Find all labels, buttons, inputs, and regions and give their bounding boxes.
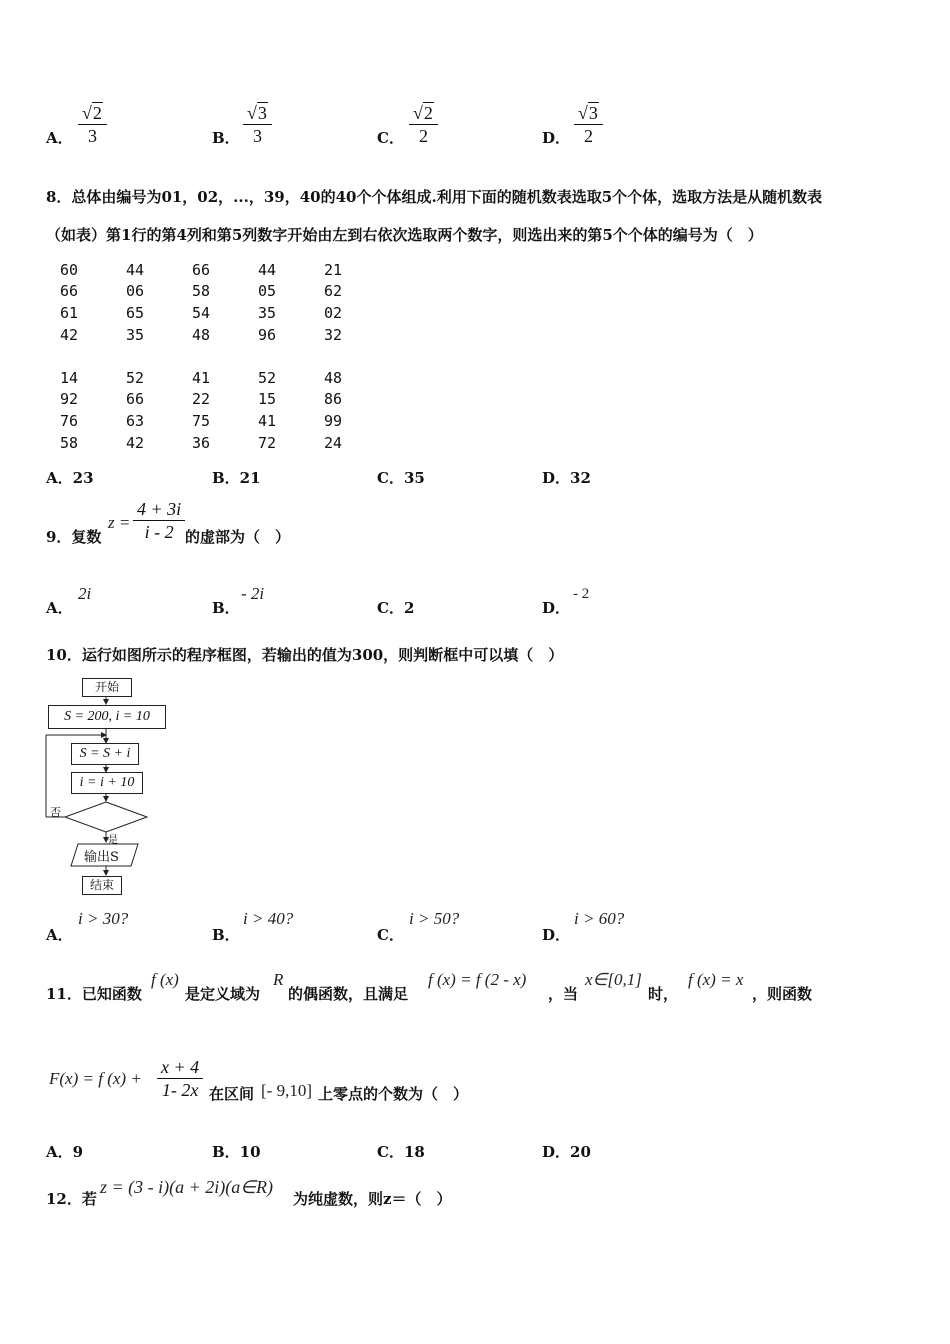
table-row: 58 42 36 72 24 — [60, 433, 343, 452]
q10-option-a: A． — [46, 926, 73, 944]
q9-prefix: 9．复数 — [46, 528, 102, 546]
q7-option-c-frac: $\frac{√2}{2}$ — [409, 102, 438, 147]
q11-t3: 的偶函数，且满足 — [288, 985, 409, 1003]
q11-t4: ，当 — [548, 985, 579, 1003]
table-row: 60 44 66 44 21 — [60, 260, 343, 279]
q10-option-d: D． — [542, 926, 571, 944]
random-number-table-bottom — [46, 367, 376, 453]
q10-option-b: B． — [212, 926, 240, 944]
q7-option-d-frac: $\frac{√3}{2}$ — [574, 102, 603, 147]
q7-option-a-frac: $\frac{√2}{3}$ — [78, 102, 107, 147]
q11-option-c: C．18 — [377, 1143, 425, 1161]
q10-option-c-value: i > 50? — [409, 909, 460, 928]
flowchart-yes-label: 是 — [108, 835, 118, 846]
q11-R: R — [273, 970, 284, 989]
flowchart-output: 输出S — [84, 850, 119, 865]
q12-t1: 12．若 — [46, 1190, 97, 1208]
q9-option-a: A． — [46, 599, 73, 617]
q11-t5: 时， — [648, 985, 679, 1003]
q10-option-a-value: i > 30? — [78, 909, 129, 928]
q11-option-a: A．9 — [46, 1143, 84, 1161]
flowchart-init: S = 200, i = 10 — [48, 705, 166, 729]
q11-t7: 在区间 — [209, 1085, 255, 1103]
q11-interval: x∈[0,1] — [585, 970, 642, 989]
q11-option-d: D．20 — [542, 1143, 591, 1161]
table-row: 92 66 22 15 86 — [60, 390, 343, 409]
q7-option-b: B． — [212, 129, 240, 147]
q11-t2: 是定义域为 — [185, 985, 261, 1003]
q11-fx: f (x) — [151, 970, 179, 989]
q9-option-d-value: - 2 — [573, 586, 590, 602]
q7-option-a: A． — [46, 129, 73, 147]
table-row: 61 65 54 35 02 — [60, 303, 343, 322]
q10-text: 10．运行如图所示的程序框图，若输出的值为300，则判断框中可以填（ ） — [46, 646, 564, 664]
q8-option-a: A．23 — [46, 469, 94, 487]
q9-option-c: C．2 — [377, 599, 415, 617]
flowchart-no-label: 否 — [50, 806, 61, 819]
q11-option-b: B．10 — [212, 1143, 261, 1161]
q9-suffix: 的虚部为（ ） — [185, 528, 291, 546]
q11-F-fraction: $\frac{x + 4}{1- 2x}$ — [157, 1056, 203, 1101]
flowchart-step-sum: S = S + i — [71, 743, 139, 765]
table-row: 66 06 58 05 62 — [60, 282, 343, 301]
q7-option-b-frac: $\frac{√3}{3}$ — [243, 102, 272, 147]
q8-option-d: D．32 — [542, 469, 591, 487]
table-row: 42 35 48 96 32 — [60, 325, 343, 344]
q11-symmetry: f (x) = f (2 - x) — [428, 970, 527, 989]
q9-z-eq: z = — [108, 513, 131, 532]
q11-fx-eq-x: f (x) = x — [688, 970, 744, 989]
q9-fraction: $\frac{4 + 3i}{i - 2}$ — [133, 498, 185, 543]
q9-option-a-value: 2i — [78, 584, 92, 603]
q9-option-d: D． — [542, 599, 571, 617]
q8-line1: 8．总体由编号为01，02，...，39，40的40个个体组成.利用下面的随机数表选取5个个体，选取方法是从随机数表 — [46, 188, 823, 206]
q8-option-c: C．35 — [377, 469, 425, 487]
q7-option-c: C． — [377, 129, 404, 147]
q11-t6: ，则函数 — [752, 985, 813, 1003]
q11-domain: [- 9,10] — [261, 1081, 312, 1100]
q10-option-b-value: i > 40? — [243, 909, 294, 928]
flowchart-start: 开始 — [82, 678, 132, 697]
q12-t2: 为纯虚数，则z＝（ ） — [293, 1190, 452, 1208]
q9-option-b-value: - 2i — [241, 584, 265, 603]
random-number-table-top — [46, 259, 376, 345]
q11-t1: 11．已知函数 — [46, 985, 142, 1003]
q11-t8: 上零点的个数为（ ） — [318, 1085, 469, 1103]
flowchart-step-inc: i = i + 10 — [71, 772, 143, 794]
table-row: 76 63 75 41 99 — [60, 411, 343, 430]
table-row: 14 52 41 52 48 — [60, 368, 343, 387]
q10-option-d-value: i > 60? — [574, 909, 625, 928]
q8-option-b: B．21 — [212, 469, 261, 487]
q9-option-b: B． — [212, 599, 240, 617]
q11-F-lhs: F(x) = f (x) + — [49, 1069, 142, 1088]
flowchart-end: 结束 — [82, 876, 122, 895]
q8-line2: （如表）第1行的第4列和第5列数字开始由左到右依次选取两个数字，则选出来的第5个个体的编号为（ ） — [46, 226, 763, 244]
q10-option-c: C． — [377, 926, 404, 944]
q12-expression: z = (3 - i)(a + 2i)(a∈R) — [100, 1177, 273, 1197]
q7-option-d: D． — [542, 129, 571, 147]
